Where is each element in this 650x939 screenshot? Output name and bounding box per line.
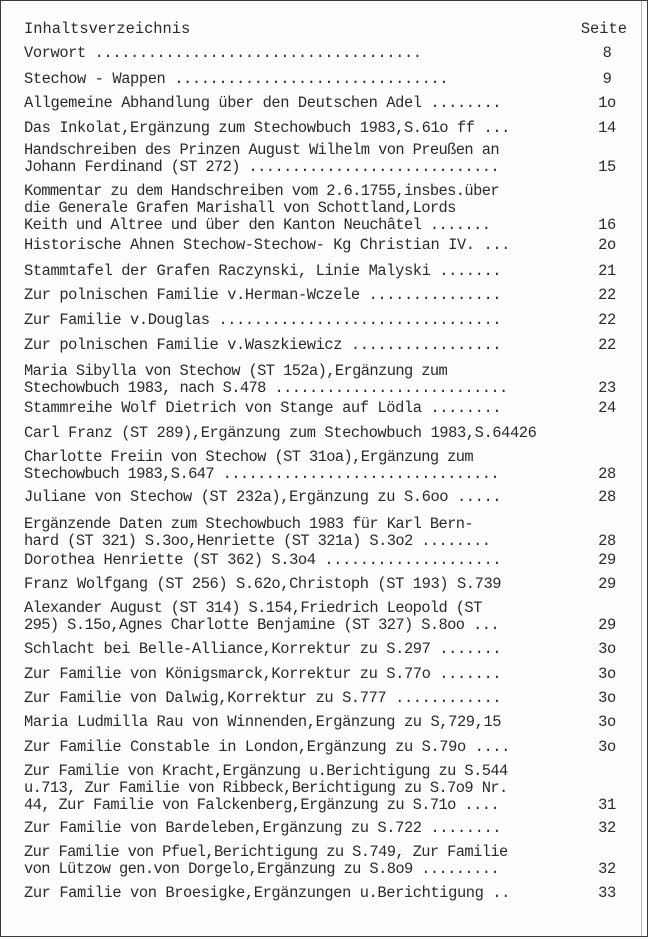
toc-page-number: 32 xyxy=(598,819,616,837)
toc-entry-text: Dorothea Henriette (ST 362) S.3o4 .................... xyxy=(24,551,502,569)
toc-entry-text: Handschreiben des Prinzen August Wilhelm von Preußen an xyxy=(24,141,499,159)
toc-entry-text: Carl Franz (ST 289),Ergänzung zum Stechowbuch 1983,S.64426 xyxy=(24,424,537,442)
toc-entry xyxy=(24,819,616,837)
toc-page-number: 28 xyxy=(598,465,616,483)
toc-entry-text: von Lützow gen.von Dorgelo,Ergänzung zu S.8o9 ......... xyxy=(24,860,499,878)
toc-entry-text: Stechow - Wappen ............................... xyxy=(24,70,449,88)
toc-entry xyxy=(24,70,612,88)
toc-entry xyxy=(24,94,616,112)
toc-entry-text: Keith und Altree und über den Kanton Neuchâtel ....... xyxy=(24,216,491,234)
toc-entry xyxy=(24,884,616,902)
toc-entry xyxy=(24,141,616,176)
toc-entry xyxy=(24,843,616,878)
toc-page-number: 28 xyxy=(598,488,616,506)
toc-page-number: 23 xyxy=(598,379,616,397)
toc-page-number: 29 xyxy=(598,575,616,593)
toc-page-number: 22 xyxy=(598,311,616,329)
toc-entry-text: Zur Familie von Broesigke,Ergänzungen u.Berichtigung .. xyxy=(24,884,510,902)
toc-entry xyxy=(24,362,616,397)
toc-entry xyxy=(24,399,616,417)
toc-entry-text: Alexander August (ST 314) S.154,Friedrich Leopold (ST xyxy=(24,599,482,617)
toc-entry-text: Maria Sibylla von Stechow (ST 152a),Ergänzung zum xyxy=(24,362,448,380)
toc-entry xyxy=(24,551,616,569)
toc-title: Inhaltsverzeichnis xyxy=(24,20,191,38)
toc-entry-text: Allgemeine Abhandlung über den Deutschen Adel ........ xyxy=(24,94,502,112)
toc-entry-text: Franz Wolfgang (ST 256) S.62o,Christoph (ST 193) S.739 xyxy=(24,575,502,593)
toc-entry-text: Zur Familie von Bardeleben,Ergänzung zu S.722 ........ xyxy=(24,819,502,837)
toc-entry xyxy=(24,665,616,683)
toc-page-number: 1o xyxy=(598,94,616,112)
toc-entry-text: Juliane von Stechow (ST 232a),Ergänzung zu S.6oo ..... xyxy=(24,488,502,506)
toc-entry xyxy=(24,448,616,483)
toc-entry-text: Stammreihe Wolf Dietrich von Stange auf Lödla ........ xyxy=(24,399,502,417)
toc-page-number: 32 xyxy=(598,860,616,878)
page-column-label: Seite xyxy=(580,20,627,38)
toc-entry xyxy=(24,689,616,707)
toc-entry-text: Zur Familie von Kracht,Ergänzung u.Berichtigung zu S.544 xyxy=(24,762,508,780)
toc-page-number: 2o xyxy=(598,236,616,254)
toc-entry-text: Schlacht bei Belle-Alliance,Korrektur zu S.297 ....... xyxy=(24,640,502,658)
toc-page-number: 3o xyxy=(598,665,616,683)
toc-page-number: 22 xyxy=(598,336,616,354)
toc-page-number: 28 xyxy=(598,532,616,550)
toc-entry-text: Zur Familie von Dalwig,Korrektur zu S.777 ............ xyxy=(24,689,502,707)
toc-entry xyxy=(24,236,616,254)
toc-entry xyxy=(24,286,616,304)
toc-page-number: 24 xyxy=(598,399,616,417)
toc-entry xyxy=(24,182,616,234)
toc-entry-text: Stechowbuch 1983,S.647 ................................ xyxy=(24,465,499,483)
toc-entry xyxy=(24,336,616,354)
toc-page-number: 21 xyxy=(598,262,616,280)
toc-page-number: 3o xyxy=(598,640,616,658)
toc-entry-text: Das Inkolat,Ergänzung zum Stechowbuch 1983,S.61o ff ... xyxy=(24,119,510,137)
toc-entry-text: Johann Ferdinand (ST 272) ............................. xyxy=(24,158,499,176)
toc-entry-text: Zur Familie v.Douglas ................................ xyxy=(24,311,502,329)
toc-entry-text: Zur Familie von Pfuel,Berichtigung zu S.749, Zur Familie xyxy=(24,843,508,861)
toc-entry xyxy=(24,488,616,506)
toc-entry-text: Kommentar zu dem Handschreiben vom 2.6.1755,insbes.über xyxy=(24,182,499,200)
toc-entry xyxy=(24,44,612,62)
toc-entry-text: Zur Familie von Königsmarck,Korrektur zu S.77o ....... xyxy=(24,665,502,683)
toc-entry xyxy=(24,425,606,442)
toc-page-number: 14 xyxy=(598,119,616,137)
toc-entry-text: die Generale Grafen Marishall von Schottland,Lords xyxy=(24,199,456,217)
toc-page-number: 9 xyxy=(602,70,612,88)
toc-page-number: 15 xyxy=(598,158,616,176)
toc-page-number: 29 xyxy=(598,616,616,634)
toc-entry-text: Zur polnischen Familie v.Waszkiewicz ................. xyxy=(24,336,502,354)
toc-entry-text: Vorwort ..................................... xyxy=(24,44,422,62)
toc-entry xyxy=(24,575,616,593)
toc-entry-text: Ergänzende Daten zum Stechowbuch 1983 für Karl Bern- xyxy=(24,515,474,533)
toc-page-number: 8 xyxy=(602,44,612,62)
toc-page-number: 16 xyxy=(598,216,616,234)
toc-entry-text: Stechowbuch 1983, nach S.478 ........................... xyxy=(24,379,508,397)
toc-page-number: 33 xyxy=(598,884,616,902)
toc-page-number: 3o xyxy=(598,738,616,756)
toc-entry-text: Historische Ahnen Stechow-Stechow- Kg Christian IV. ... xyxy=(24,236,510,254)
toc-entry-text: 295) S.15o,Agnes Charlotte Benjamine (ST 327) S.8oo ... xyxy=(24,616,499,634)
toc-entry xyxy=(24,713,616,731)
toc-entry xyxy=(24,119,616,137)
toc-page-number: 22 xyxy=(598,286,616,304)
toc-entry xyxy=(24,262,616,280)
toc-entry-text: 44, Zur Familie von Falckenberg,Ergänzung zu S.71o .... xyxy=(24,796,499,814)
toc-entry xyxy=(24,311,616,329)
toc-entry xyxy=(24,515,616,550)
toc-page-number: 31 xyxy=(598,796,616,814)
toc-entry-text: Maria Ludmilla Rau von Winnenden,Ergänzung zu S,729,15 xyxy=(24,713,502,731)
toc-page-number: 29 xyxy=(598,551,616,569)
toc-page-number: 3o xyxy=(598,713,616,731)
toc-entry xyxy=(24,599,616,634)
toc-entry xyxy=(24,738,616,756)
toc-entry xyxy=(24,762,616,814)
toc-entry-text: Stammtafel der Grafen Raczynski, Linie Malyski ....... xyxy=(24,262,502,280)
page-edge-line xyxy=(641,1,642,936)
toc-header xyxy=(24,20,627,38)
toc-entry xyxy=(24,640,616,658)
toc-entry-text: u.713, Zur Familie von Ribbeck,Berichtigung zu S.7o9 Nr. xyxy=(24,779,508,797)
toc-entry-text: Zur Familie Constable in London,Ergänzung zu S.79o .... xyxy=(24,738,510,756)
toc-entry-text: hard (ST 321) S.3oo,Henriette (ST 321a) S.3o2 ........ xyxy=(24,532,491,550)
toc-entry-text: Zur polnischen Familie v.Herman-Wczele ............... xyxy=(24,286,502,304)
toc-entry-text: Charlotte Freiin von Stechow (ST 31oa),Ergänzung zum xyxy=(24,448,474,466)
toc-page-number: 3o xyxy=(598,689,616,707)
